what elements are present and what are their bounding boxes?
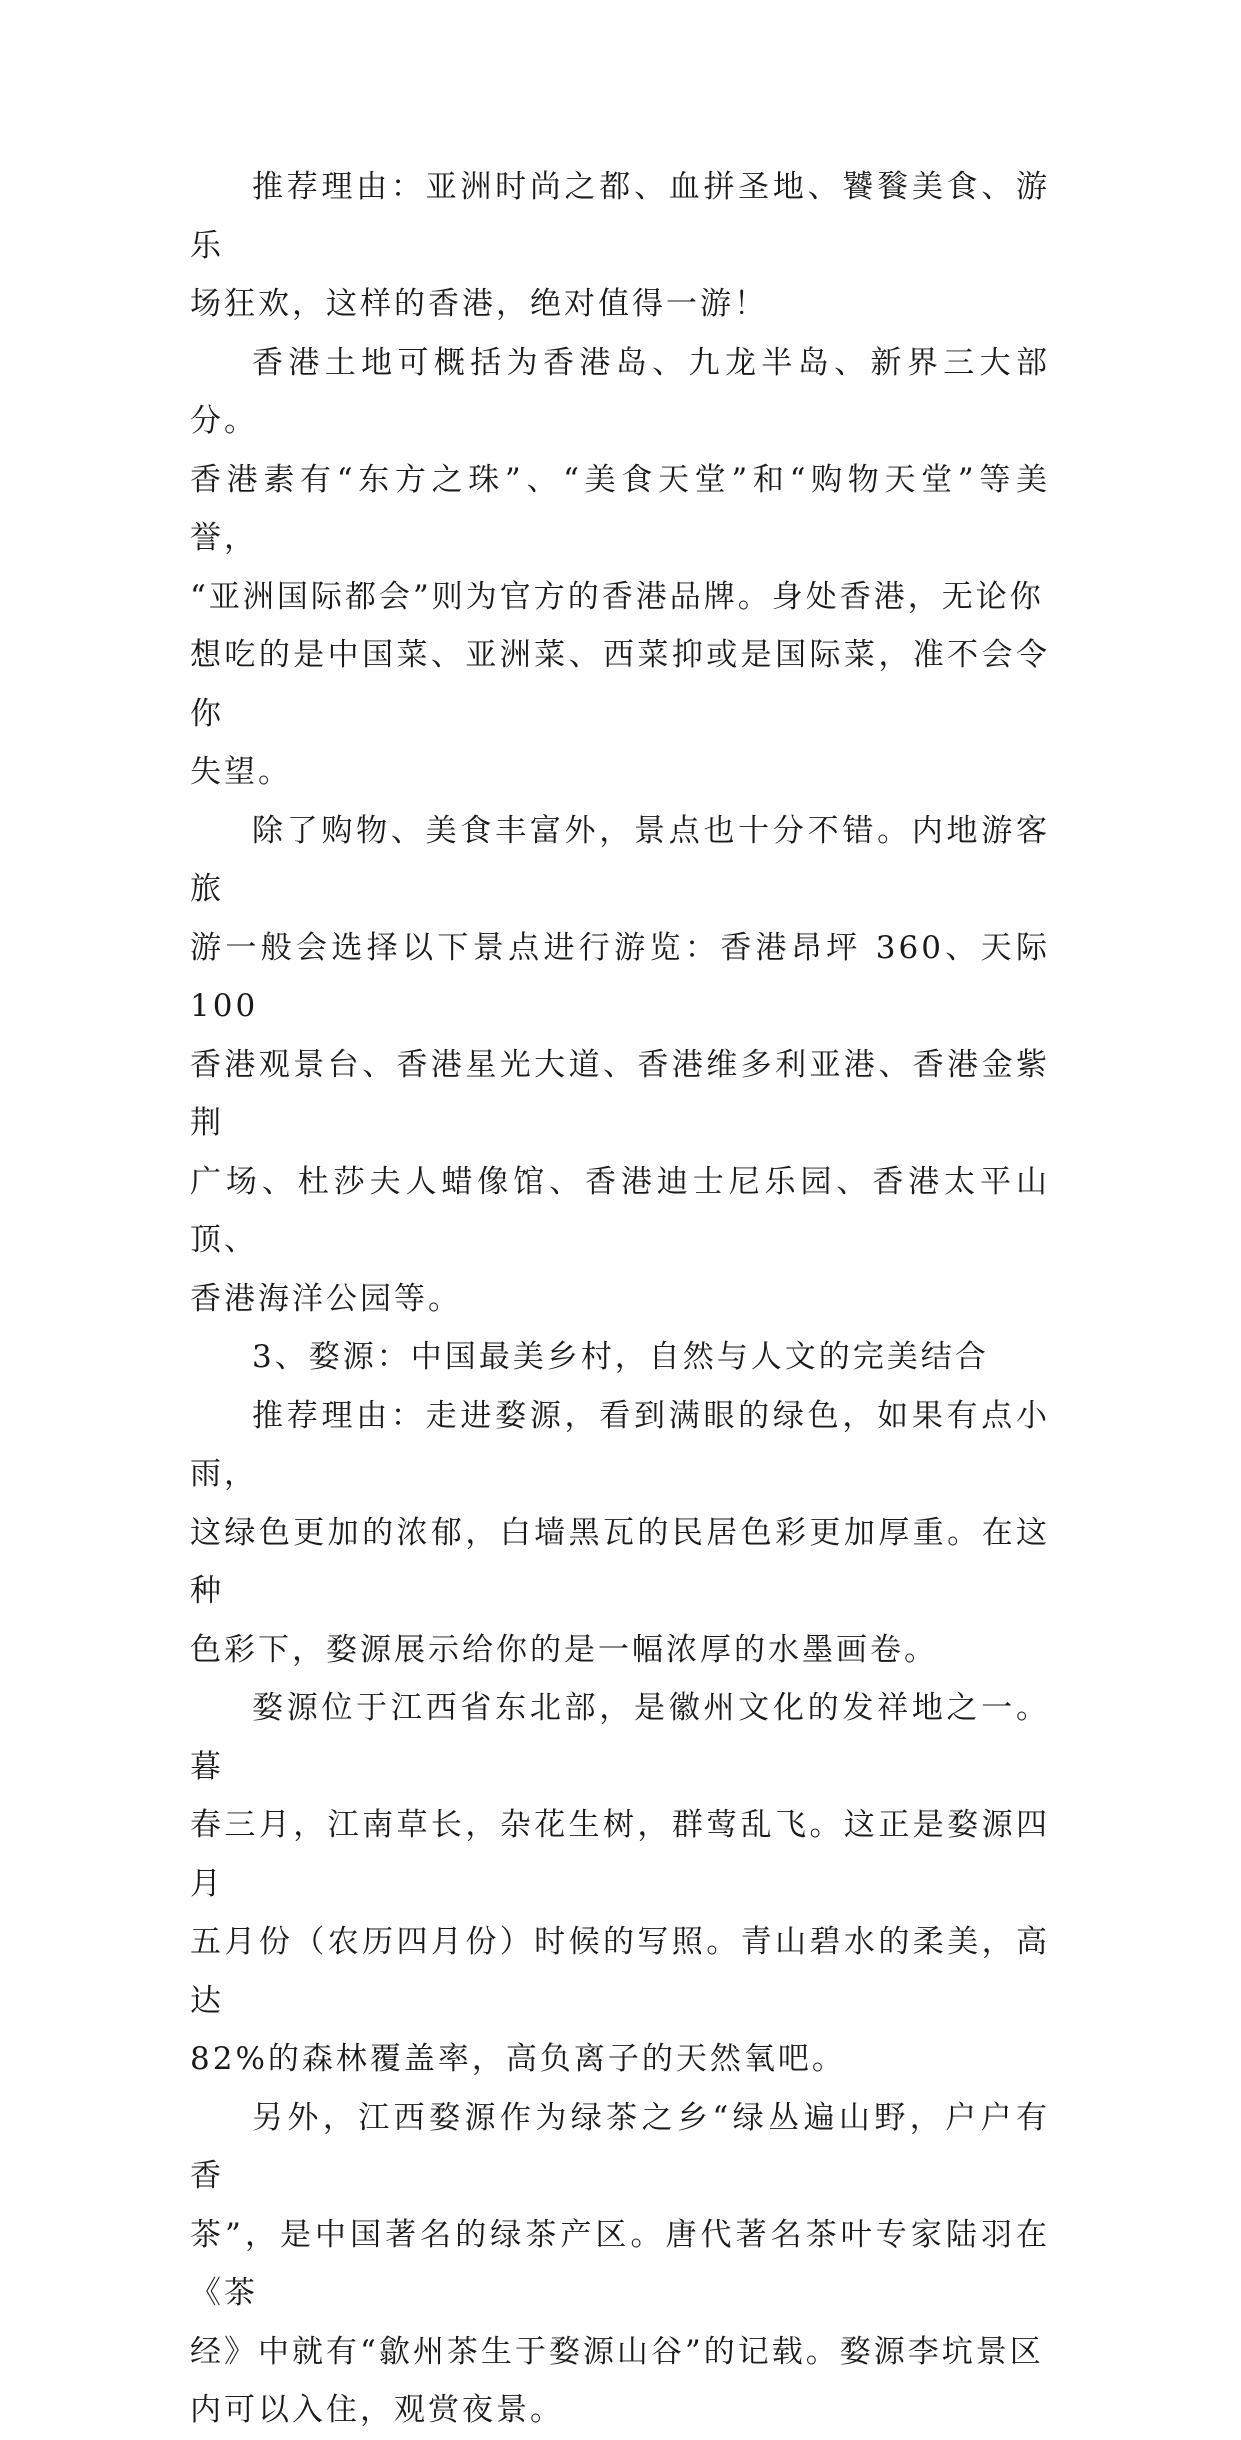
paragraph-hongkong-attractions: 除了购物、美食丰富外，景点也十分不错。内地游客旅 游一般会选择以下景点进行游览：香港昂坪 360、天际 100 香港观景台、香港星光大道、香港维多利亚港、香港金紫荆 广场、杜莎夫人蜡像馆、香港迪士尼乐园、香港太平山顶、 香港海洋公园等。 <box>190 812 1050 1317</box>
paragraph-wuyuan-reason: 推荐理由：走进婺源，看到满眼的绿色，如果有点小雨， 这绿色更加的浓郁，白墙黑瓦的民居色彩更加厚重。在这种 色彩下，婺源展示给你的是一幅浓厚的水墨画卷。 <box>190 1397 1050 1668</box>
section-heading-wuyuan: 3、婺源：中国最美乡村，自然与人文的完美结合 <box>252 1339 989 1375</box>
paragraph-hongkong-reason: 推荐理由：亚洲时尚之都、血拼圣地、饕餮美食、游乐 场狂欢，这样的香港，绝对值得一游！ <box>190 169 1050 322</box>
paragraph-wuyuan-tea: 另外，江西婺源作为绿茶之乡“绿丛遍山野，户户有香 茶”，是中国著名的绿茶产区。唐代著名茶叶专家陆羽在《茶 经》中就有“歙州茶生于婺源山谷”的记载。婺源李坑景区 内可以入住，观赏夜景。 <box>190 2099 1050 2428</box>
paragraph-wuyuan-location: 婺源位于江西省东北部，是徽州文化的发祥地之一。暮 春三月，江南草长，杂花生树，群莺乱飞。这正是婺源四月 五月份（农历四月份）时候的写照。青山碧水的柔美，高达 82%的森林覆盖率，高负离子的天然氧吧。 <box>190 1690 1050 2077</box>
document-body <box>190 158 1050 2440</box>
paragraph-hongkong-overview: 香港土地可概括为香港岛、九龙半岛、新界三大部分。 香港素有“东方之珠”、“美食天堂”和“购物天堂”等美誉， “亚洲国际都会”则为官方的香港品牌。身处香港，无论你 想吃的是中国菜、亚洲菜、西菜抑或是国际菜，准不会令你 失望。 <box>190 344 1050 790</box>
